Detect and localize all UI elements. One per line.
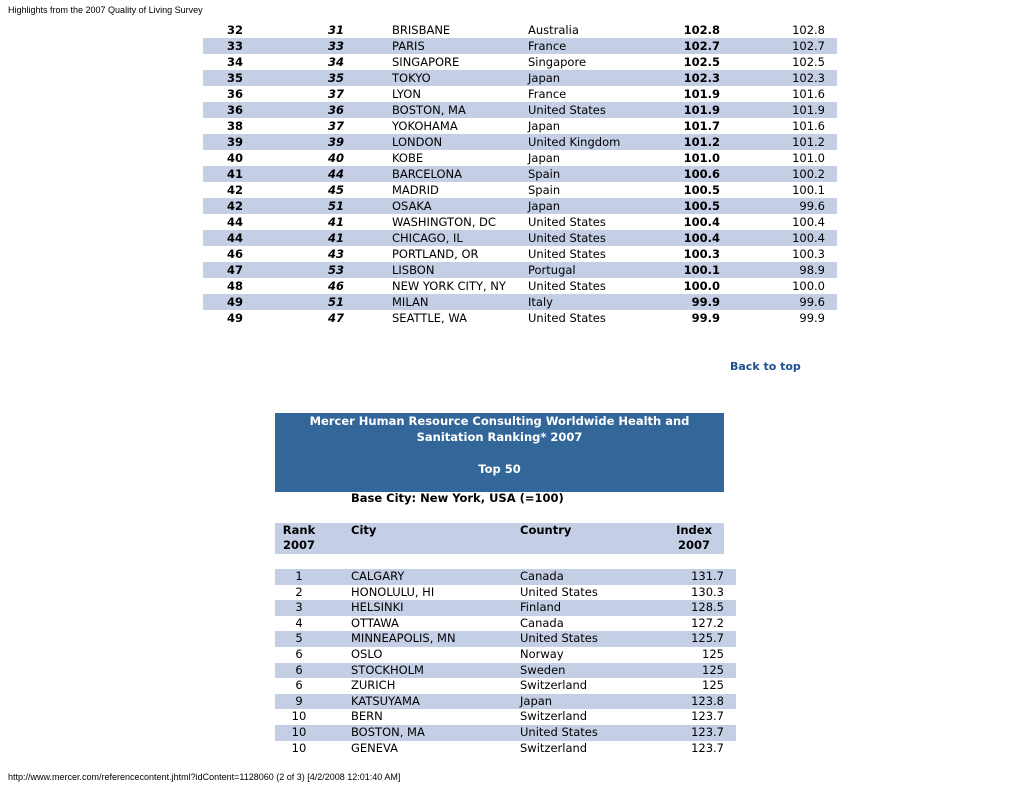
index-cell: 123.7 (691, 740, 724, 755)
city-cell: PARIS (392, 38, 526, 54)
index-cell: 101.9 (658, 102, 720, 118)
rank-cell: 3 (275, 600, 323, 616)
previous-index-cell: 100.1 (792, 183, 825, 197)
city-cell: MILAN (392, 294, 526, 310)
index-cell: 123.8 (660, 694, 736, 710)
table-row (275, 569, 736, 585)
table-row (275, 600, 736, 616)
index-cell: 101.7 (683, 119, 720, 133)
city-cell: GENEVA (351, 740, 399, 755)
table-row (275, 631, 736, 647)
city-cell: ZURICH (351, 678, 396, 693)
rank-cell: 2 (295, 584, 303, 599)
index-cell: 100.4 (658, 230, 720, 246)
page-footer: http://www.mercer.com/referencecontent.jhtml?idContent=1128060 (2 of 3) [4/2/2008 12:01:40 AM] (8, 772, 401, 782)
table-row (275, 678, 736, 694)
city-cell: TOKYO (392, 70, 526, 86)
city-cell: YOKOHAMA (392, 119, 458, 133)
table-row (275, 585, 736, 601)
city-cell: SINGAPORE (392, 55, 460, 69)
previous-index-cell: 101.9 (720, 102, 837, 118)
rank-cell: 41 (203, 166, 289, 182)
previous-rank-cell: 37 (327, 119, 344, 133)
table-row (275, 694, 736, 710)
previous-index-cell: 102.7 (720, 38, 837, 54)
index-cell: 123.7 (660, 725, 736, 741)
health-sanitation-table (275, 569, 736, 756)
index-cell: 100.0 (683, 279, 720, 293)
city-cell: BARCELONA (392, 166, 526, 182)
index-cell: 123.7 (691, 709, 724, 724)
previous-rank-cell: 47 (327, 311, 344, 325)
table-row (203, 22, 837, 38)
previous-rank-cell: 40 (327, 151, 344, 165)
index-cell: 125.7 (660, 631, 736, 647)
country-cell: Canada (520, 615, 564, 630)
health-table-header (275, 523, 724, 554)
index-cell: 99.9 (691, 311, 720, 325)
country-cell: United States (520, 725, 660, 741)
table-row (203, 246, 837, 262)
table-row (275, 616, 736, 632)
country-cell: Switzerland (520, 709, 588, 724)
back-to-top-link[interactable]: Back to top (730, 360, 801, 373)
previous-rank-cell: 41 (327, 215, 344, 229)
previous-rank-cell: 45 (327, 183, 344, 197)
city-cell: KOBE (392, 151, 424, 165)
rank-cell: 34 (227, 55, 244, 69)
rank-cell: 6 (295, 646, 303, 661)
rank-cell: 42 (203, 198, 289, 214)
index-cell: 100.3 (683, 247, 720, 261)
city-cell: LISBON (392, 262, 526, 278)
country-cell: Singapore (528, 55, 587, 69)
index-cell: 101.2 (658, 134, 720, 150)
rank-cell: 1 (275, 569, 323, 585)
rank-cell: 35 (203, 70, 289, 86)
country-cell: United States (528, 279, 606, 293)
table-row (275, 663, 736, 679)
country-cell: United Kingdom (526, 134, 658, 150)
previous-rank-cell: 35 (289, 70, 392, 86)
index-cell: 102.5 (683, 55, 720, 69)
table-row (203, 150, 837, 166)
rank-cell: 10 (291, 740, 307, 755)
index-cell: 100.4 (683, 215, 720, 229)
rank-cell: 6 (295, 678, 303, 693)
country-cell: United States (526, 230, 658, 246)
header-rank: Rank 2007 (282, 523, 316, 552)
rank-cell: 47 (203, 262, 289, 278)
city-cell: BOSTON, MA (323, 725, 520, 741)
index-cell: 130.3 (691, 584, 724, 599)
rank-cell: 38 (227, 119, 244, 133)
health-table-subtitle: Top 50 (478, 462, 521, 476)
index-cell: 125 (702, 646, 724, 661)
city-cell: HELSINKI (323, 600, 520, 616)
country-cell: Norway (520, 646, 564, 661)
country-cell: Japan (526, 70, 658, 86)
previous-index-cell: 100.4 (792, 215, 825, 229)
city-cell: KATSUYAMA (323, 694, 520, 710)
table-row (203, 310, 837, 326)
previous-index-cell: 101.6 (792, 87, 825, 101)
country-cell: Australia (528, 23, 579, 37)
previous-index-cell: 101.2 (720, 134, 837, 150)
city-cell: SEATTLE, WA (392, 311, 467, 325)
rank-cell: 49 (203, 294, 289, 310)
country-cell: Sweden (520, 663, 660, 679)
table-row (275, 709, 736, 725)
base-city-note: Base City: New York, USA (=100) (351, 491, 564, 505)
table-row (203, 214, 837, 230)
city-cell: HONOLULU, HI (351, 584, 435, 599)
table-row (203, 38, 837, 54)
table-row (203, 166, 837, 182)
country-cell: Canada (520, 569, 660, 585)
country-cell: Portugal (526, 262, 658, 278)
table-row (275, 647, 736, 663)
table-row (203, 294, 837, 310)
country-cell: Japan (520, 694, 660, 710)
country-cell: Japan (528, 119, 561, 133)
previous-index-cell: 101.6 (792, 119, 825, 133)
country-cell: France (526, 38, 658, 54)
country-cell: Switzerland (520, 740, 588, 755)
previous-index-cell: 100.0 (792, 279, 825, 293)
page-header: Highlights from the 2007 Quality of Living Survey (8, 5, 203, 15)
previous-rank-cell: 36 (289, 102, 392, 118)
rank-cell: 40 (227, 151, 244, 165)
table-row (275, 741, 736, 757)
rank-cell: 46 (227, 247, 244, 261)
rank-cell: 39 (203, 134, 289, 150)
quality-of-living-table (203, 22, 837, 326)
previous-index-cell: 99.6 (720, 294, 837, 310)
city-cell: CHICAGO, IL (392, 230, 526, 246)
rank-cell: 10 (291, 709, 307, 724)
previous-rank-cell: 34 (327, 55, 344, 69)
city-cell: PORTLAND, OR (392, 247, 479, 261)
rank-cell: 33 (203, 38, 289, 54)
previous-rank-cell: 43 (327, 247, 344, 261)
table-row (203, 278, 837, 294)
rank-cell: 6 (275, 663, 323, 679)
header-index: Index 2007 (676, 523, 712, 552)
index-cell: 100.5 (683, 183, 720, 197)
index-cell: 101.0 (683, 151, 720, 165)
previous-rank-cell: 51 (289, 198, 392, 214)
country-cell: France (528, 87, 567, 101)
previous-rank-cell: 41 (289, 230, 392, 246)
rank-cell: 44 (203, 230, 289, 246)
city-cell: STOCKHOLM (323, 663, 520, 679)
rank-cell: 32 (227, 23, 244, 37)
city-cell: CALGARY (323, 569, 520, 585)
table-row (203, 262, 837, 278)
index-cell: 127.2 (691, 615, 724, 630)
country-cell: United States (528, 215, 606, 229)
index-cell: 100.6 (658, 166, 720, 182)
table-row (203, 118, 837, 134)
rank-cell: 42 (227, 183, 244, 197)
index-cell: 100.1 (658, 262, 720, 278)
city-cell: OSLO (351, 646, 383, 661)
previous-rank-cell: 31 (327, 23, 344, 37)
previous-index-cell: 99.9 (799, 311, 825, 325)
table-row (203, 182, 837, 198)
index-cell: 128.5 (660, 600, 736, 616)
country-cell: United States (526, 102, 658, 118)
rank-cell: 48 (227, 279, 244, 293)
previous-rank-cell: 51 (289, 294, 392, 310)
city-cell: OTTAWA (351, 615, 399, 630)
country-cell: Japan (528, 151, 561, 165)
index-cell: 102.3 (658, 70, 720, 86)
index-cell: 101.9 (683, 87, 720, 101)
index-cell: 125 (660, 663, 736, 679)
index-cell: 102.7 (658, 38, 720, 54)
index-cell: 99.9 (658, 294, 720, 310)
previous-index-cell: 102.3 (720, 70, 837, 86)
previous-rank-cell: 33 (289, 38, 392, 54)
previous-index-cell: 100.2 (720, 166, 837, 182)
rank-cell: 9 (275, 694, 323, 710)
previous-rank-cell: 39 (289, 134, 392, 150)
country-cell: Switzerland (520, 678, 588, 693)
previous-index-cell: 100.3 (792, 247, 825, 261)
country-cell: Italy (526, 294, 658, 310)
table-row (203, 230, 837, 246)
previous-index-cell: 99.6 (720, 198, 837, 214)
table-row (203, 102, 837, 118)
previous-rank-cell: 37 (327, 87, 344, 101)
index-cell: 125 (702, 678, 724, 693)
city-cell: MADRID (392, 183, 439, 197)
table-row (203, 54, 837, 70)
city-cell: LONDON (392, 134, 526, 150)
rank-cell: 36 (227, 87, 244, 101)
previous-index-cell: 101.0 (792, 151, 825, 165)
country-cell: United States (528, 247, 606, 261)
previous-index-cell: 98.9 (720, 262, 837, 278)
table-row (203, 70, 837, 86)
city-cell: WASHINGTON, DC (392, 215, 496, 229)
country-cell: United States (520, 584, 598, 599)
table-row (203, 86, 837, 102)
city-cell: LYON (392, 87, 421, 101)
health-table-title: Mercer Human Resource Consulting Worldwide Health and Sanitation Ranking* 2007 (309, 414, 690, 444)
index-cell: 131.7 (660, 569, 736, 585)
health-table-banner (275, 413, 724, 492)
previous-index-cell: 100.4 (720, 230, 837, 246)
previous-rank-cell: 46 (327, 279, 344, 293)
city-cell: BRISBANE (392, 23, 451, 37)
country-cell: United States (520, 631, 660, 647)
index-cell: 100.5 (658, 198, 720, 214)
rank-cell: 5 (275, 631, 323, 647)
city-cell: NEW YORK CITY, NY (392, 279, 506, 293)
city-cell: BERN (351, 709, 383, 724)
country-cell: Spain (526, 166, 658, 182)
country-cell: United States (528, 311, 606, 325)
index-cell: 102.8 (683, 23, 720, 37)
table-row (203, 198, 837, 214)
header-country: Country (520, 523, 572, 537)
city-cell: BOSTON, MA (392, 102, 526, 118)
table-row (203, 134, 837, 150)
rank-cell: 36 (203, 102, 289, 118)
rank-cell: 4 (295, 615, 303, 630)
header-city: City (351, 523, 377, 537)
previous-rank-cell: 53 (289, 262, 392, 278)
previous-index-cell: 102.5 (792, 55, 825, 69)
country-cell: Japan (526, 198, 658, 214)
city-cell: OSAKA (392, 198, 526, 214)
previous-index-cell: 102.8 (792, 23, 825, 37)
country-cell: Spain (528, 183, 561, 197)
previous-rank-cell: 44 (289, 166, 392, 182)
country-cell: Finland (520, 600, 660, 616)
city-cell: MINNEAPOLIS, MN (323, 631, 520, 647)
rank-cell: 10 (275, 725, 323, 741)
rank-cell: 49 (227, 311, 244, 325)
table-row (275, 725, 736, 741)
rank-cell: 44 (227, 215, 244, 229)
